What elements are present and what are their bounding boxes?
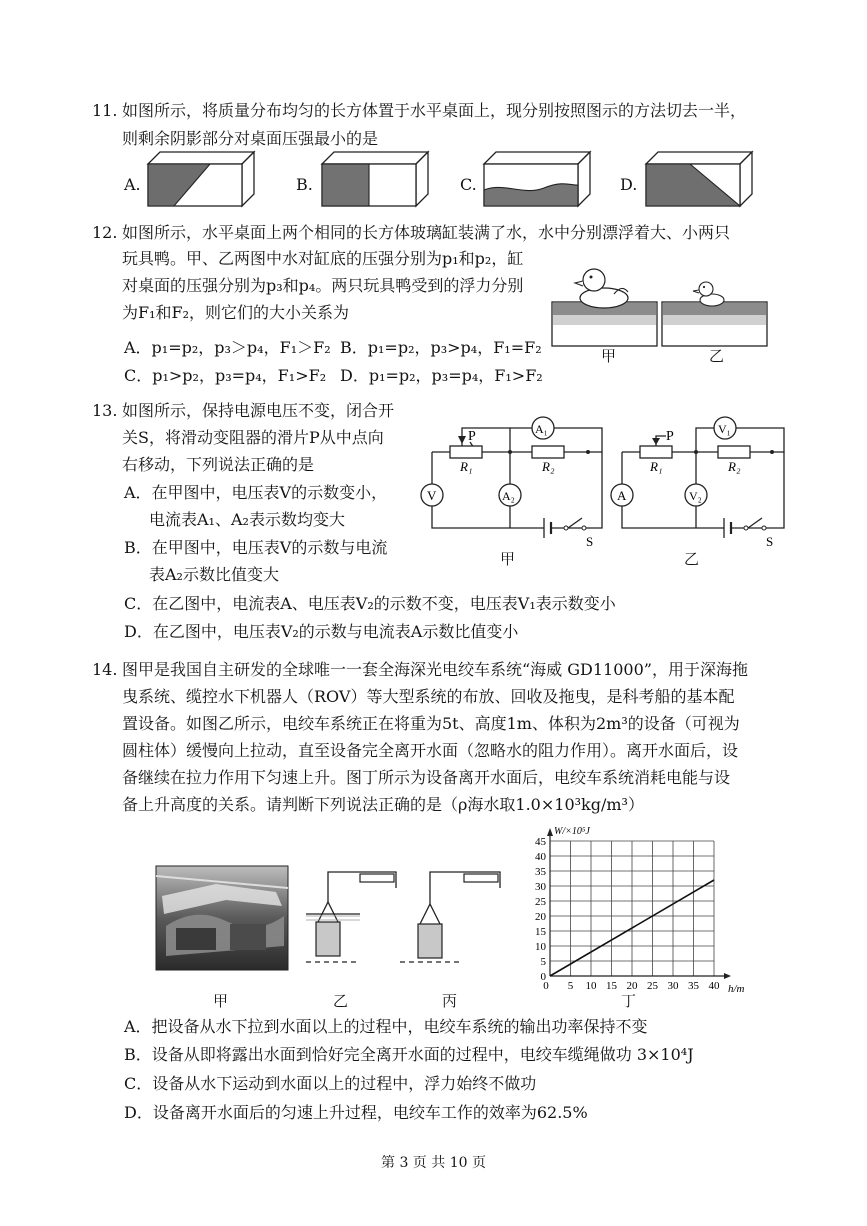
- circuit-jia-a1-label: A₁: [535, 422, 548, 436]
- q14-fig-label-yi: 乙: [333, 992, 349, 1010]
- q14-text-line5: 备继续在拉力作用下匀速上升。图丁所示为设备离开水面后，电绞车系统消耗电能与设: [122, 768, 731, 787]
- q11-option-b-label: B.: [296, 175, 313, 194]
- circuit-yi-s-label: S: [766, 534, 774, 549]
- y-tick-label: 35: [535, 866, 546, 878]
- q14-text-line3: 置设备。如图乙所示，电绞车系统正在将重为5t、高度1m、体积为2m³的设备（可视为: [122, 714, 740, 733]
- q14-fig-label-bing: 丙: [442, 992, 458, 1010]
- q14-text-line6: 备上升高度的关系。请判断下列说法正确的是（ρ海水取1.0×10³kg/m³）: [122, 795, 644, 814]
- x-axis-label: h/m: [728, 983, 745, 995]
- x-tick-label: 15: [606, 980, 617, 992]
- q14-fig-label-ding: 丁: [621, 992, 637, 1010]
- x-tick-label: 35: [688, 980, 699, 992]
- q11-text-line2: 则剩余阴影部分对桌面压强最小的是: [122, 129, 379, 148]
- q13-option-a-line1: A．在甲图中，电压表V的示数变小，: [124, 483, 388, 502]
- q14-option-c: C．设备从水下运动到水面以上的过程中，浮力始终不做功: [124, 1074, 537, 1093]
- x-tick-label: 5: [567, 980, 574, 992]
- x-tick-label: 25: [647, 980, 658, 992]
- q11-text-line1: 如图所示，将质量分布均匀的长方体置于水平桌面上，现分别按照图示的方法切去一半，: [122, 101, 747, 120]
- q12-option-d: D．p₁=p₂，p₃=p₄，F₁>F₂: [340, 366, 543, 385]
- q13-circuit-jia-caption: 甲: [500, 550, 516, 568]
- q12-text-line4: 为F₁和F₂，则它们的大小关系为: [122, 303, 350, 322]
- q13-option-b-line2: 表A₂示数比值变大: [149, 565, 279, 584]
- q11-box-c-figure: [484, 152, 592, 208]
- circuit-jia-r1-label: R₁: [460, 459, 473, 474]
- q14-option-d: D．设备离开水面后的匀速上升过程，电绞车工作的效率为62.5%: [124, 1103, 588, 1122]
- circuit-yi-r2-label: R₂: [728, 459, 741, 474]
- x-tick-label: 0: [543, 980, 549, 992]
- y-tick-label: 30: [535, 881, 546, 893]
- q13-circuit-yi-caption: 乙: [684, 550, 700, 568]
- q12-text-line1: 如图所示，水平桌面上两个相同的长方体玻璃缸装满了水，水中分别漂浮着大、小两只: [122, 223, 731, 242]
- x-tick-label: 20: [626, 980, 638, 992]
- q13-option-b-line1: B．在甲图中，电压表V的示数与电流: [124, 538, 388, 557]
- y-tick-label: 15: [535, 926, 546, 938]
- big-duck-icon: [580, 288, 628, 308]
- q12-tanks-figure: [552, 254, 772, 348]
- circuit-yi-a-label: A: [617, 488, 627, 503]
- circuit-yi-v2-label: V₂: [689, 489, 702, 503]
- q11-box-d-figure: [646, 152, 754, 208]
- q11-option-c-label: C.: [460, 175, 477, 194]
- q12-option-a: A．p₁=p₂，p₃＞p₄，F₁＞F₂: [124, 338, 331, 357]
- q14-winch-photo: [156, 866, 288, 970]
- page-footer: 第 3 页 共 10 页: [381, 1155, 486, 1171]
- y-tick-label: 25: [535, 896, 546, 908]
- circuit-yi-r1-label: R₁: [650, 459, 663, 474]
- q13-option-d: D．在乙图中，电压表V₂的示数与电流表A示数比值变小: [124, 622, 519, 641]
- q14-number: 14.: [92, 660, 118, 679]
- x-axis-arrow: [724, 973, 731, 979]
- q12-text-line3: 对桌面的压强分别为p₃和p₄。两只玩具鸭受到的浮力分别: [122, 276, 524, 295]
- q13-circuit-yi: [610, 414, 786, 549]
- circuit-jia-p-label: P: [468, 429, 476, 444]
- circuit-jia-r2-label: R₂: [542, 459, 555, 474]
- y-axis-arrow: [547, 828, 553, 836]
- q11-number: 11.: [92, 101, 118, 120]
- y-tick-label: 5: [540, 956, 546, 968]
- y-axis-label: W/×10⁵J: [554, 826, 590, 837]
- q13-text-line3: 右移动，下列说法正确的是: [122, 455, 315, 474]
- circuit-yi-v1-label: V₁: [718, 422, 731, 436]
- q12-option-b: B．p₁=p₂，p₃>p₄，F₁=F₂: [340, 338, 542, 357]
- x-tick-label: 30: [667, 980, 679, 992]
- q14-text-line1: 图甲是我国自主研发的全球唯一一套全海深光电绞车系统“海威 GD11000”，用于深海拖: [122, 660, 748, 679]
- q13-number: 13.: [92, 401, 118, 420]
- q11-option-d-label: D.: [620, 175, 638, 194]
- q13-option-c: C．在乙图中，电流表A、电压表V₂的示数不变，电压表V₁表示数变小: [124, 594, 616, 613]
- q12-fig-label-jia: 甲: [601, 347, 617, 365]
- y-tick-label: 0: [540, 971, 546, 983]
- y-tick-label: 20: [535, 911, 546, 923]
- q13-circuit-jia: [420, 414, 602, 549]
- x-tick-label: 40: [708, 980, 720, 992]
- q12-option-c: C．p₁>p₂，p₃=p₄，F₁>F₂: [124, 366, 327, 385]
- q14-device-underwater-figure: [300, 870, 412, 970]
- q14-option-a: A．把设备从水下拉到水面以上的过程中，电绞车系统的输出功率保持不变: [124, 1017, 648, 1036]
- x-tick-label: 10: [585, 980, 597, 992]
- q13-text-line2: 关S，将滑动变阻器的滑片P从中点向: [122, 428, 384, 447]
- q14-text-line4: 圆柱体）缓慢向上拉动，直至设备完全离开水面（忽略水的阻力作用）。离开水面后，设: [122, 741, 739, 760]
- circuit-jia-a2-label: A₂: [502, 489, 515, 503]
- y-tick-label: 10: [535, 941, 546, 953]
- y-tick-label: 40: [535, 851, 546, 863]
- y-tick-label: 45: [535, 836, 546, 848]
- q14-text-line2: 曳系统、缆控水下机器人（ROV）等大型系统的布放、回收及拖曳，是科考船的基本配: [122, 687, 735, 706]
- q14-option-b: B．设备从即将露出水面到恰好完全离开水面的过程中，电绞车缆绳做功 3×10⁴J: [124, 1045, 694, 1064]
- q11-box-a-figure: [148, 152, 256, 208]
- circuit-yi-p-label: P: [666, 429, 674, 444]
- q12-text-line2: 玩具鸭。甲、乙两图中水对缸底的压强分别为p₁和p₂，缸: [122, 249, 524, 268]
- q14-device-out-of-water-figure: [412, 870, 524, 970]
- q13-option-a-line2: 电流表A₁、A₂表示数均变大: [149, 510, 345, 529]
- q14-energy-height-chart: [520, 826, 745, 996]
- q11-option-a-label: A.: [124, 175, 141, 194]
- q13-text-line1: 如图所示，保持电源电压不变，闭合开: [122, 401, 395, 420]
- q11-box-b-figure: [322, 152, 430, 208]
- q14-fig-label-jia: 甲: [213, 992, 229, 1010]
- q12-fig-label-yi: 乙: [709, 347, 725, 365]
- circuit-jia-v-label: V: [427, 488, 437, 503]
- q12-number: 12.: [92, 223, 118, 242]
- circuit-jia-s-label: S: [586, 534, 594, 549]
